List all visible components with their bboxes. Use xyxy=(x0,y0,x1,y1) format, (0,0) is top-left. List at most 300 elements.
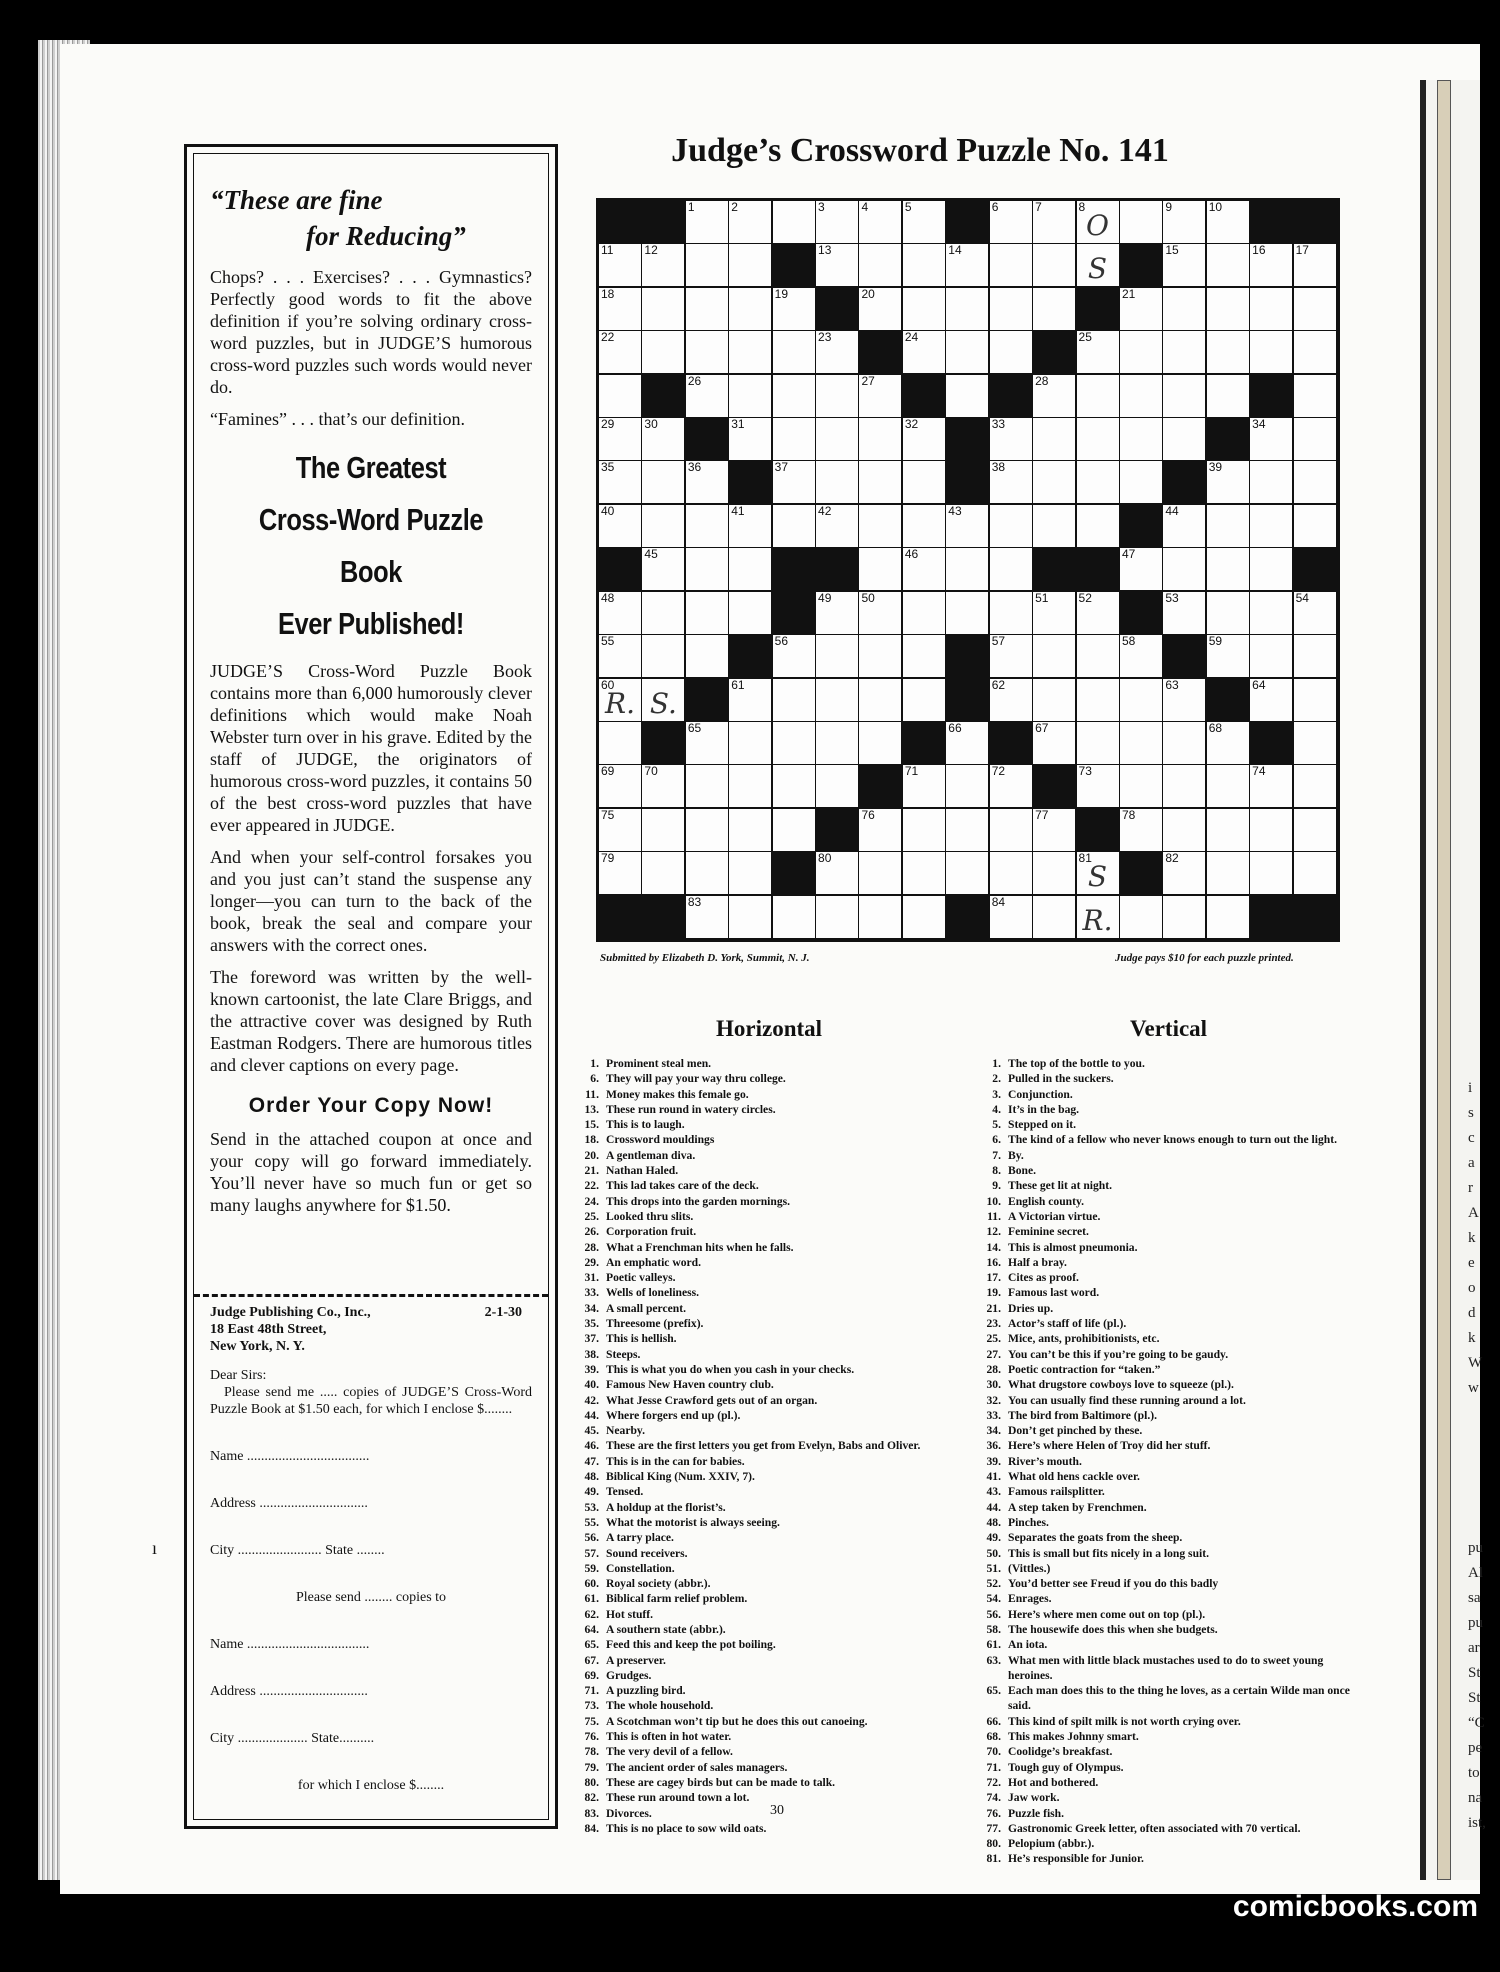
grid-cell[interactable] xyxy=(1120,765,1162,807)
grid-cell[interactable] xyxy=(773,679,815,721)
grid-cell[interactable] xyxy=(859,244,901,286)
grid-cell[interactable] xyxy=(773,505,815,547)
grid-cell[interactable] xyxy=(1250,288,1292,330)
grid-cell[interactable] xyxy=(859,635,901,677)
grid-cell[interactable] xyxy=(1294,375,1336,417)
grid-cell[interactable] xyxy=(1250,331,1292,373)
grid-cell[interactable] xyxy=(686,765,728,807)
grid-cell[interactable] xyxy=(642,809,684,851)
grid-cell[interactable] xyxy=(642,461,684,503)
grid-cell[interactable] xyxy=(859,852,901,894)
grid-cell[interactable] xyxy=(903,809,945,851)
grid-cell[interactable] xyxy=(1207,896,1249,938)
clue-text: Hot and bothered. xyxy=(1008,1775,1099,1789)
grid-cell[interactable] xyxy=(990,548,1032,590)
grid-cell[interactable] xyxy=(773,331,815,373)
grid-cell[interactable] xyxy=(599,244,641,286)
grid-cell[interactable] xyxy=(1250,418,1292,460)
clue-number: 15 xyxy=(1165,243,1179,258)
grid-cell[interactable] xyxy=(1250,765,1292,807)
black-square xyxy=(1163,461,1205,503)
black-square xyxy=(1207,418,1249,460)
facing-page-text-fragment: to xyxy=(1468,1765,1480,1781)
clue-number: 61 xyxy=(731,677,745,692)
grid-cell[interactable] xyxy=(1077,635,1119,677)
grid-cell[interactable] xyxy=(729,288,771,330)
coupon-name-field-2[interactable]: Name ................................... xyxy=(210,1637,370,1652)
grid-cell[interactable] xyxy=(859,896,901,938)
grid-cell[interactable] xyxy=(1077,505,1119,547)
grid-cell[interactable] xyxy=(729,722,771,764)
grid-cell[interactable] xyxy=(599,852,641,894)
grid-cell[interactable] xyxy=(946,288,988,330)
grid-cell[interactable] xyxy=(946,592,988,634)
grid-cell[interactable] xyxy=(1033,852,1075,894)
clue-number: 45 xyxy=(644,547,658,562)
grid-cell[interactable] xyxy=(859,679,901,721)
grid-cell[interactable] xyxy=(1077,461,1119,503)
grid-cell[interactable] xyxy=(1033,592,1075,634)
grid-cell[interactable] xyxy=(1163,852,1205,894)
grid-cell[interactable] xyxy=(1207,592,1249,634)
grid-cell[interactable] xyxy=(1077,375,1119,417)
grid-cell[interactable] xyxy=(1077,852,1119,894)
grid-cell[interactable] xyxy=(1250,461,1292,503)
grid-cell[interactable] xyxy=(773,809,815,851)
grid-cell[interactable] xyxy=(990,288,1032,330)
clue-text: Cites as proof. xyxy=(1008,1271,1079,1285)
clue-item xyxy=(578,1622,978,1637)
ad-headline-line2: for Reducing” xyxy=(306,221,466,251)
ad-headline-line1: “These are fine xyxy=(210,185,383,215)
black-square xyxy=(599,896,641,938)
grid-cell[interactable] xyxy=(599,375,641,417)
grid-cell[interactable] xyxy=(729,592,771,634)
clue-number: 8 xyxy=(1078,200,1086,214)
grid-cell[interactable] xyxy=(990,418,1032,460)
grid-cell[interactable] xyxy=(1250,505,1292,547)
grid-cell[interactable] xyxy=(816,418,858,460)
clue-text: You can’t be this if you’re going to be gaudy. xyxy=(1008,1347,1229,1361)
grid-cell[interactable] xyxy=(729,244,771,286)
grid-cell[interactable] xyxy=(599,288,641,330)
grid-cell[interactable] xyxy=(686,722,728,764)
grid-cell[interactable] xyxy=(1163,331,1205,373)
grid-cell[interactable] xyxy=(1207,201,1249,243)
grid-cell[interactable] xyxy=(1120,896,1162,938)
grid-cell[interactable] xyxy=(599,635,641,677)
grid-cell[interactable] xyxy=(599,418,641,460)
grid-cell[interactable] xyxy=(1294,809,1336,851)
grid-cell[interactable] xyxy=(1294,418,1336,460)
clue-number: 81 xyxy=(1078,851,1092,866)
grid-cell[interactable] xyxy=(1033,418,1075,460)
grid-cell[interactable] xyxy=(1120,375,1162,417)
grid-cell[interactable] xyxy=(816,896,858,938)
grid-cell[interactable] xyxy=(1077,679,1119,721)
grid-cell[interactable] xyxy=(686,244,728,286)
grid-cell[interactable] xyxy=(859,418,901,460)
grid-cell[interactable] xyxy=(990,505,1032,547)
grid-cell[interactable] xyxy=(859,375,901,417)
clue-text: He’s responsible for Junior. xyxy=(1008,1852,1144,1866)
grid-cell[interactable] xyxy=(903,679,945,721)
grid-cell[interactable] xyxy=(859,201,901,243)
grid-cell[interactable] xyxy=(773,635,815,677)
grid-cell[interactable] xyxy=(729,331,771,373)
clue-number: 13 xyxy=(818,243,832,258)
facing-page-text-fragment: W xyxy=(1468,1355,1483,1371)
grid-cell[interactable] xyxy=(990,244,1032,286)
grid-cell[interactable] xyxy=(1250,635,1292,677)
clue-number: 73 xyxy=(1078,764,1092,779)
grid-cell[interactable] xyxy=(1033,722,1075,764)
clue-number: 58. xyxy=(986,1622,1001,1636)
grid-cell[interactable] xyxy=(1077,765,1119,807)
coupon-name-field[interactable]: Name ................................... xyxy=(210,1449,370,1464)
grid-cell[interactable] xyxy=(773,201,815,243)
grid-cell[interactable] xyxy=(1163,722,1205,764)
clue-number: 33. xyxy=(986,1408,1001,1422)
grid-cell[interactable] xyxy=(1120,548,1162,590)
grid-cell[interactable] xyxy=(859,592,901,634)
grid-cell[interactable] xyxy=(729,548,771,590)
grid-cell[interactable] xyxy=(642,679,684,721)
grid-cell[interactable] xyxy=(816,461,858,503)
grid-cell[interactable] xyxy=(1077,722,1119,764)
grid-cell[interactable] xyxy=(816,592,858,634)
grid-cell[interactable] xyxy=(1120,722,1162,764)
grid-cell[interactable] xyxy=(990,679,1032,721)
grid-cell[interactable] xyxy=(773,288,815,330)
clue-number: 44. xyxy=(584,1408,599,1422)
coupon-address-field[interactable]: Address ............................... xyxy=(210,1496,368,1511)
grid-cell[interactable] xyxy=(1294,679,1336,721)
grid-cell[interactable] xyxy=(1033,635,1075,677)
grid-cell[interactable] xyxy=(859,461,901,503)
grid-cell[interactable] xyxy=(1250,592,1292,634)
grid-cell[interactable] xyxy=(599,461,641,503)
clue-text: Divorces. xyxy=(606,1806,652,1820)
order-heading: Order Your Copy Now! xyxy=(248,1094,494,1117)
grid-cell[interactable] xyxy=(1163,288,1205,330)
clue-item xyxy=(980,1117,1364,1132)
clue-text: Famous New Haven country club. xyxy=(606,1378,774,1392)
grid-cell[interactable] xyxy=(1207,244,1249,286)
grid-cell[interactable] xyxy=(1163,418,1205,460)
grid-cell[interactable] xyxy=(1294,505,1336,547)
grid-cell[interactable] xyxy=(773,765,815,807)
clue-number: 33 xyxy=(991,417,1006,432)
grid-cell[interactable] xyxy=(946,809,988,851)
coupon-address-field-2[interactable]: Address ............................... xyxy=(210,1684,368,1699)
grid-cell[interactable] xyxy=(946,765,988,807)
grid-cell[interactable] xyxy=(1120,331,1162,373)
grid-cell[interactable] xyxy=(599,809,641,851)
grid-cell[interactable] xyxy=(946,244,988,286)
grid-cell[interactable] xyxy=(1120,201,1162,243)
grid-cell[interactable] xyxy=(1207,852,1249,894)
clue-item xyxy=(980,1454,1364,1469)
grid-cell[interactable] xyxy=(816,852,858,894)
grid-cell[interactable] xyxy=(1033,288,1075,330)
grid-cell[interactable] xyxy=(1120,288,1162,330)
grid-cell[interactable] xyxy=(903,635,945,677)
grid-cell[interactable] xyxy=(903,592,945,634)
grid-cell[interactable] xyxy=(1294,331,1336,373)
grid-cell[interactable] xyxy=(1294,852,1336,894)
clue-item xyxy=(578,1530,978,1545)
grid-cell[interactable] xyxy=(990,896,1032,938)
grid-cell[interactable] xyxy=(1250,852,1292,894)
grid-cell[interactable] xyxy=(729,418,771,460)
grid-cell[interactable] xyxy=(816,765,858,807)
coupon-city-field[interactable]: City ........................ State ........ xyxy=(210,1543,385,1558)
black-square xyxy=(1120,505,1162,547)
grid-cell[interactable] xyxy=(859,809,901,851)
grid-cell[interactable] xyxy=(1120,461,1162,503)
grid-cell[interactable] xyxy=(946,852,988,894)
black-square xyxy=(686,679,728,721)
grid-cell[interactable] xyxy=(859,288,901,330)
black-square xyxy=(990,722,1032,764)
grid-cell[interactable] xyxy=(990,592,1032,634)
grid-cell[interactable] xyxy=(599,722,641,764)
grid-cell[interactable] xyxy=(1294,461,1336,503)
grid-cell[interactable] xyxy=(1207,765,1249,807)
grid-cell[interactable] xyxy=(642,548,684,590)
grid-cell[interactable] xyxy=(816,201,858,243)
grid-cell[interactable] xyxy=(1294,288,1336,330)
grid-cell[interactable] xyxy=(1163,679,1205,721)
grid-cell[interactable] xyxy=(946,548,988,590)
coupon-salutation: Dear Sirs: xyxy=(210,1368,267,1383)
grid-cell[interactable] xyxy=(686,635,728,677)
clue-text: The kind of a fellow who never knows enough to turn out the light. xyxy=(1008,1133,1337,1147)
grid-cell[interactable] xyxy=(729,679,771,721)
grid-cell[interactable] xyxy=(1163,592,1205,634)
clue-number: 41 xyxy=(731,503,745,518)
ad-paragraph: The foreword was written by the well-known cartoonist, the late Clare Briggs, and the attractive cover was designed by Ruth Eastman Rodgers. There are humorous titles and clever captions on every page. xyxy=(210,967,532,1075)
grid-cell[interactable] xyxy=(642,244,684,286)
grid-cell[interactable] xyxy=(1207,809,1249,851)
grid-cell[interactable] xyxy=(903,201,945,243)
clue-number: 50. xyxy=(986,1546,1001,1560)
grid-cell[interactable] xyxy=(1207,461,1249,503)
grid-cell[interactable] xyxy=(642,635,684,677)
grid-cell[interactable] xyxy=(859,548,901,590)
grid-cell[interactable] xyxy=(1294,722,1336,764)
grid-cell[interactable] xyxy=(1163,765,1205,807)
grid-cell[interactable] xyxy=(1033,375,1075,417)
grid-cell[interactable] xyxy=(1207,505,1249,547)
grid-cell[interactable] xyxy=(1120,418,1162,460)
grid-cell[interactable] xyxy=(1294,592,1336,634)
grid-cell[interactable] xyxy=(903,244,945,286)
grid-cell[interactable] xyxy=(1163,201,1205,243)
grid-cell[interactable] xyxy=(1207,548,1249,590)
clue-text: What men with little black mustaches used to do to sweet young heroines. xyxy=(1008,1653,1324,1682)
grid-cell[interactable] xyxy=(1120,809,1162,851)
grid-cell[interactable] xyxy=(642,418,684,460)
grid-cell[interactable] xyxy=(816,505,858,547)
grid-cell[interactable] xyxy=(1033,896,1075,938)
grid-cell[interactable] xyxy=(642,592,684,634)
clue-text: Biblical farm relief problem. xyxy=(606,1592,748,1606)
grid-cell[interactable] xyxy=(1077,331,1119,373)
grid-cell[interactable] xyxy=(1163,809,1205,851)
grid-cell[interactable] xyxy=(1033,505,1075,547)
grid-cell[interactable] xyxy=(686,852,728,894)
grid-cell[interactable] xyxy=(946,331,988,373)
clue-item xyxy=(578,1484,978,1499)
clue-number: 25 xyxy=(1078,330,1092,345)
grid-cell[interactable] xyxy=(1077,244,1119,286)
grid-cell[interactable] xyxy=(903,288,945,330)
grid-cell[interactable] xyxy=(1163,505,1205,547)
grid-cell[interactable] xyxy=(686,201,728,243)
grid-cell[interactable] xyxy=(1207,375,1249,417)
grid-cell[interactable] xyxy=(903,896,945,938)
grid-cell[interactable] xyxy=(903,331,945,373)
grid-cell[interactable] xyxy=(903,765,945,807)
clue-item xyxy=(980,1653,1364,1684)
grid-cell[interactable] xyxy=(1250,548,1292,590)
grid-cell[interactable] xyxy=(990,635,1032,677)
grid-cell[interactable] xyxy=(642,331,684,373)
clue-text: Don’t get pinched by these. xyxy=(1008,1424,1143,1438)
grid-cell[interactable] xyxy=(599,505,641,547)
grid-cell[interactable] xyxy=(990,809,1032,851)
grid-cell[interactable] xyxy=(1207,331,1249,373)
grid-cell[interactable] xyxy=(1033,679,1075,721)
grid-cell[interactable] xyxy=(686,548,728,590)
clue-item xyxy=(980,1469,1364,1484)
grid-cell[interactable] xyxy=(1250,244,1292,286)
grid-cell[interactable] xyxy=(686,592,728,634)
grid-cell[interactable] xyxy=(642,852,684,894)
grid-cell[interactable] xyxy=(903,418,945,460)
grid-cell[interactable] xyxy=(642,505,684,547)
grid-cell[interactable] xyxy=(1033,461,1075,503)
grid-cell[interactable] xyxy=(946,722,988,764)
clue-number: 17 xyxy=(1295,243,1309,258)
grid-cell[interactable] xyxy=(1207,635,1249,677)
grid-cell[interactable] xyxy=(946,505,988,547)
grid-cell[interactable] xyxy=(599,679,641,721)
grid-cell[interactable] xyxy=(859,722,901,764)
black-square xyxy=(903,722,945,764)
grid-cell[interactable] xyxy=(1033,809,1075,851)
grid-cell[interactable] xyxy=(686,288,728,330)
grid-cell[interactable] xyxy=(1120,679,1162,721)
grid-cell[interactable] xyxy=(773,896,815,938)
grid-cell[interactable] xyxy=(816,679,858,721)
grid-cell[interactable] xyxy=(773,375,815,417)
grid-cell[interactable] xyxy=(1294,765,1336,807)
grid-cell[interactable] xyxy=(686,331,728,373)
grid-cell[interactable] xyxy=(599,331,641,373)
grid-cell[interactable] xyxy=(1033,244,1075,286)
grid-cell[interactable] xyxy=(686,375,728,417)
page-number: 30 xyxy=(770,1803,784,1818)
grid-cell[interactable] xyxy=(990,331,1032,373)
grid-cell[interactable] xyxy=(1163,896,1205,938)
grid-cell[interactable] xyxy=(1207,722,1249,764)
grid-cell[interactable] xyxy=(729,852,771,894)
ad-paragraph: JUDGE’S Cross-Word Puzzle Book contains more than 6,000 humorously clever definitions which would make Noah Webster turn over in his grave. Edited by the staff of JUDGE, the originators of humorous cross-word puzzles, it contains 50 of the best cross-word puzzles that have ever appeared in JUDGE. xyxy=(210,661,532,835)
coupon-city-field-2[interactable]: City .................... State.......... xyxy=(210,1731,375,1746)
grid-cell[interactable] xyxy=(1120,635,1162,677)
facing-page-text-fragment: sa xyxy=(1468,1590,1481,1606)
clue-number: 44. xyxy=(986,1500,1001,1514)
grid-cell[interactable] xyxy=(903,852,945,894)
grid-cell[interactable] xyxy=(816,244,858,286)
handwritten-letter: R. xyxy=(605,686,635,720)
grid-cell[interactable] xyxy=(1077,418,1119,460)
grid-cell[interactable] xyxy=(990,765,1032,807)
clue-item xyxy=(578,1056,978,1071)
vertical-heading: Vertical xyxy=(1130,1016,1208,1041)
clue-item xyxy=(578,1423,978,1438)
grid-cell[interactable] xyxy=(946,375,988,417)
grid-cell[interactable] xyxy=(686,461,728,503)
grid-cell[interactable] xyxy=(773,418,815,460)
grid-cell[interactable] xyxy=(729,505,771,547)
grid-cell[interactable] xyxy=(773,722,815,764)
grid-cell[interactable] xyxy=(729,201,771,243)
grid-cell[interactable] xyxy=(990,201,1032,243)
grid-cell[interactable] xyxy=(729,765,771,807)
grid-cell[interactable] xyxy=(686,896,728,938)
grid-cell[interactable] xyxy=(1250,809,1292,851)
grid-cell[interactable] xyxy=(903,461,945,503)
grid-cell[interactable] xyxy=(1294,244,1336,286)
grid-cell[interactable] xyxy=(1207,288,1249,330)
grid-cell[interactable] xyxy=(642,765,684,807)
grid-cell[interactable] xyxy=(1250,679,1292,721)
grid-cell[interactable] xyxy=(1294,635,1336,677)
grid-cell[interactable] xyxy=(1077,896,1119,938)
grid-cell[interactable] xyxy=(686,809,728,851)
grid-cell[interactable] xyxy=(1077,592,1119,634)
grid-cell[interactable] xyxy=(686,505,728,547)
grid-cell[interactable] xyxy=(859,505,901,547)
grid-cell[interactable] xyxy=(816,331,858,373)
grid-cell[interactable] xyxy=(816,635,858,677)
grid-cell[interactable] xyxy=(642,288,684,330)
grid-cell[interactable] xyxy=(990,461,1032,503)
grid-cell[interactable] xyxy=(599,592,641,634)
grid-cell[interactable] xyxy=(1163,548,1205,590)
grid-cell[interactable] xyxy=(903,505,945,547)
grid-cell[interactable] xyxy=(816,375,858,417)
grid-cell[interactable] xyxy=(599,765,641,807)
grid-cell[interactable] xyxy=(1163,375,1205,417)
grid-cell[interactable] xyxy=(729,896,771,938)
clue-number: 4. xyxy=(992,1102,1001,1116)
grid-cell[interactable] xyxy=(1163,244,1205,286)
grid-cell[interactable] xyxy=(1033,201,1075,243)
grid-cell[interactable] xyxy=(1077,201,1119,243)
grid-cell[interactable] xyxy=(903,548,945,590)
grid-cell[interactable] xyxy=(729,809,771,851)
black-square xyxy=(773,244,815,286)
grid-cell[interactable] xyxy=(990,852,1032,894)
grid-cell[interactable] xyxy=(816,722,858,764)
grid-cell[interactable] xyxy=(729,375,771,417)
grid-cell[interactable] xyxy=(773,461,815,503)
